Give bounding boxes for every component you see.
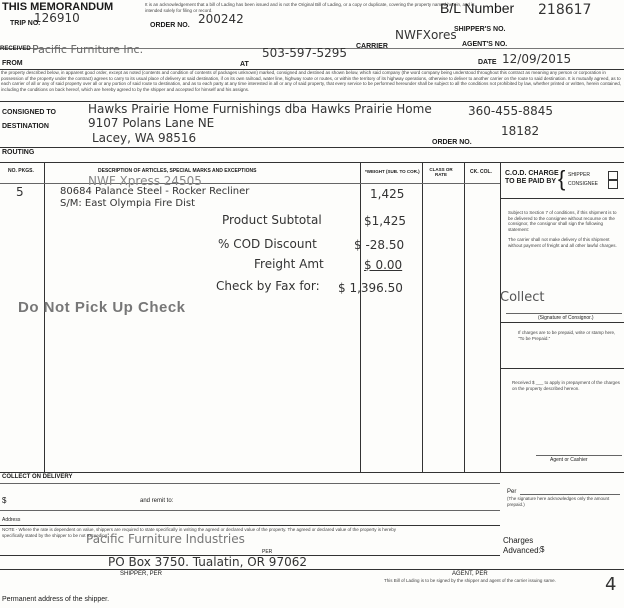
date-value: 12/09/2015 xyxy=(502,52,572,66)
section7-fineprint: Subject to Section 7 of conditions, if this shipment is to be delivered to the consignee without recourse on the consignor, the consignor shall sign the following statement: xyxy=(508,210,617,232)
consignee-order-label: ORDER NO. xyxy=(432,139,472,146)
consignee-address: 9107 Polans Lane NE xyxy=(88,116,215,130)
contract-fineprint: the property described below, in apparent good order, except as noted (contents and condition of contents of packages unknown) marked, consigned and destined as shown below, which said company (the word company being understood throughout this contract as meaning any person or corporation in possession of the property under the contract) agrees to carry to its usual place of delivery at said destination, if on its own railroad, water line, highway route or routes, or within the territory of its highway operations, otherwise to deliver to another carrier on the route to said destination. It is mutually agreed, as to each carrier of all or any of said property over all or any portion of said route to destination, and as to each party at any time interested in all or any of said property, that every service to be performed hereunder shall be subject to all the conditions not prohibited by law, whether printed or written, herein contained, including the conditions on back hereof, which are hereby agreed to by the shipper and accepted for himself and his assigns. xyxy=(1,70,622,92)
col-weight: *WEIGHT (SUB. TO COR.) xyxy=(365,169,420,174)
cod-shipper-label: SHIPPER xyxy=(568,172,590,178)
page-number: 4 xyxy=(605,574,617,595)
carrier-label: CARRIER xyxy=(356,43,388,50)
per-label: Per xyxy=(507,489,517,495)
permanent-address-label: Permanent address of the shipper. xyxy=(2,596,110,603)
header-fineprint: It is an acknowledgement that a bill of Lading has been issued and is not the Original Bill of Lading, or a copy or duplicate, covering the property named herein, and is intended solely for filing or record. xyxy=(145,2,475,13)
carrier-stamp: NWF Xpress 24505 xyxy=(88,174,202,188)
col-class: CLASS OR RATE xyxy=(429,167,453,177)
per-fineprint: (The signature here acknowledges only the amount prepaid.) xyxy=(507,496,610,507)
col-cod-charge: C.O.D. CHARGE TO BE PAID BY xyxy=(505,170,559,185)
agent-cashier-label: Agent or Cashier xyxy=(550,457,588,463)
freight-label: Freight Amt xyxy=(254,257,324,271)
item-description: 80684 Palance Steel - Rocker Recliner xyxy=(60,186,250,197)
shippers-no-label: SHIPPER'S NO. xyxy=(454,26,506,33)
consignee-phone: 360-455-8845 xyxy=(468,104,554,118)
footer-per-label: PER xyxy=(262,549,273,555)
address-label: Address xyxy=(2,517,21,523)
shipper-name: Pacific Furniture Industries xyxy=(86,532,245,546)
brace-icon: { xyxy=(558,166,566,191)
cod-consignee-label: CONSIGNEE xyxy=(568,181,599,187)
signature-consignor-label: (Signature of Consignor.) xyxy=(538,315,594,321)
order-number: 200242 xyxy=(198,12,244,26)
at-label: AT xyxy=(240,61,249,68)
consigned-label: CONSIGNED TO xyxy=(2,109,56,116)
prepaid-instruction: If charges are to be prepaid, write or stamp here, "To be Prepaid." xyxy=(518,330,616,341)
signing-fineprint: This Bill of Lading is to be signed by the shipper and agent of the carrier issuing same. xyxy=(384,578,556,583)
remit-label: and remit to: xyxy=(140,498,174,504)
trip-label: TRIP NO. xyxy=(10,20,41,27)
check-fax-label: Check by Fax for: xyxy=(216,279,320,293)
consignee-order-number: 18182 xyxy=(501,124,540,138)
collect-currency: $ xyxy=(2,496,7,505)
freight-value: $ 0.00 xyxy=(364,258,403,272)
item-amount: 1,425 xyxy=(370,187,405,201)
received-label: RECEIVED xyxy=(0,46,31,52)
agent-per-label: AGENT, PER xyxy=(452,571,488,577)
discount-value: $ -28.50 xyxy=(354,238,405,252)
check-fax-value: $ 1,396.50 xyxy=(338,281,403,295)
discount-label: % COD Discount xyxy=(218,237,317,251)
routing-label: ROUTING xyxy=(2,149,35,156)
col-description: DESCRIPTION OF ARTICLES, SPECIAL MARKS AND EXCEPTIONS xyxy=(98,168,257,174)
do-not-pick-up-note: Do Not Pick Up Check xyxy=(18,299,186,316)
consignee-city: Lacey, WA 98516 xyxy=(92,131,197,145)
shipper-address: PO Box 3750. Tualatin, OR 97062 xyxy=(108,555,307,569)
received-prepayment-text: Received $ ___ to apply in prepayment of the charges on the property described hereon. xyxy=(512,380,620,391)
trip-number: 126910 xyxy=(34,11,80,25)
from-name: Pacific Furniture Inc. xyxy=(32,43,144,56)
from-phone: 503-597-5295 xyxy=(262,46,348,60)
collect-on-delivery-label: COLLECT ON DELIVERY xyxy=(2,474,73,480)
memo-title: THIS MEMORANDUM xyxy=(2,1,114,13)
collect-note: Collect xyxy=(500,290,545,305)
col-check: CK. COL. xyxy=(470,169,492,175)
carrier-name: NWFXores xyxy=(395,28,457,42)
shipper-per-label: SHIPPER, PER xyxy=(120,571,163,577)
subtotal-value: $1,425 xyxy=(364,214,406,228)
from-label: FROM xyxy=(2,60,23,67)
cod-consignee-checkbox[interactable] xyxy=(608,180,618,189)
freight-payment-fineprint: The carrier shall not make delivery of this shipment without payment of freight and all other lawful charges. xyxy=(508,237,617,248)
agents-no-label: AGENT'S NO. xyxy=(462,41,508,48)
bl-label: B/L Number xyxy=(440,0,515,16)
subtotal-label: Product Subtotal xyxy=(222,213,322,227)
consignee-name: Hawks Prairie Home Furnishings dba Hawks Prairie Home xyxy=(88,102,432,116)
charges-currency: $ xyxy=(540,545,545,554)
bl-number: 218617 xyxy=(538,2,592,18)
date-label: DATE xyxy=(478,59,497,66)
col-no-pkgs: NO. PKGS. xyxy=(8,168,34,174)
liability-fineprint: NOTE - Where the rate is dependent on value, shippers are required to state specifically in writing the agreed or declared value of the property. The agreed or declared value of the property is hereby specifically stated by the shipper to be not exceeding xyxy=(2,527,397,538)
item-sidemark: S/M: East Olympia Fire Dist xyxy=(60,198,196,209)
order-label: ORDER NO. xyxy=(150,22,190,29)
charges-advanced-label: Charges Advanced: xyxy=(503,536,541,555)
package-count: 5 xyxy=(16,185,24,199)
destination-label: DESTINATION xyxy=(2,123,49,130)
cod-shipper-checkbox[interactable] xyxy=(608,171,618,180)
